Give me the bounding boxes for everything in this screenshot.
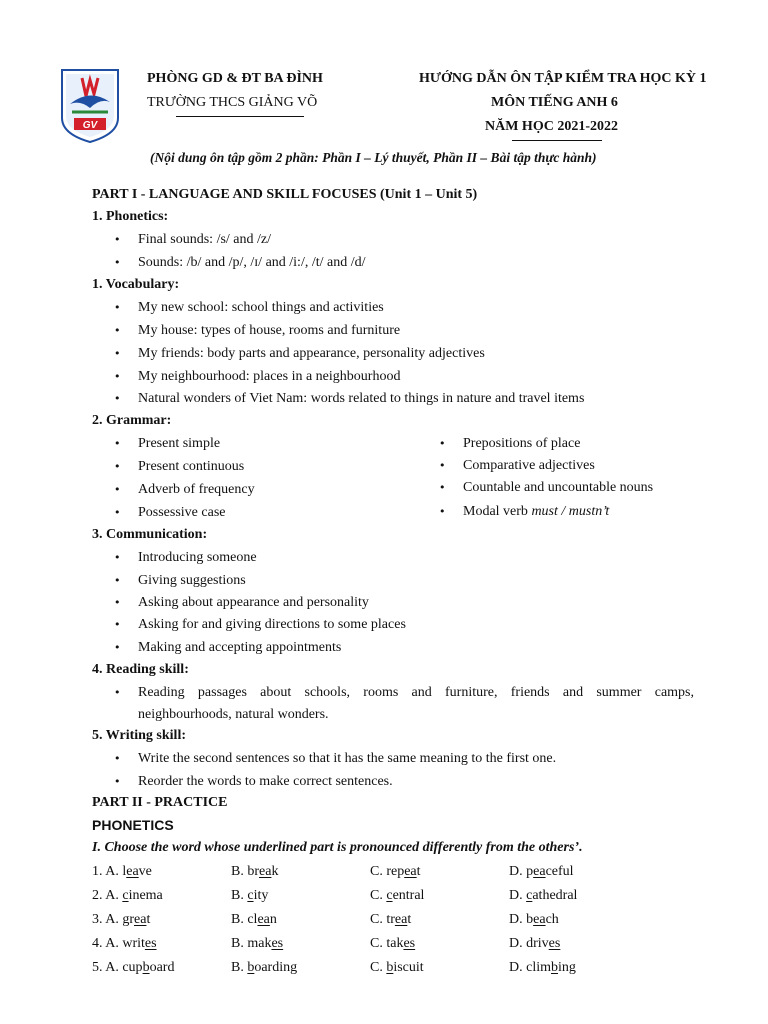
phonetics-section-title: PHONETICS [92, 817, 174, 833]
list-item: Giving suggestions [138, 573, 246, 588]
answer-option: B. boarding [231, 960, 298, 975]
school-year: NĂM HỌC 2021-2022 [485, 119, 618, 134]
reading-text-line1: Reading passages about schools, rooms and furniture, friends and summer camps, [138, 685, 694, 700]
underlined-part: b [551, 960, 558, 975]
writing-heading: 5. Writing skill: [92, 728, 187, 743]
department-name: PHÒNG GD & ĐT BA ĐÌNH [147, 71, 323, 86]
bullet [114, 369, 124, 385]
bullet [114, 482, 124, 498]
school-name: TRƯỜNG THCS GIẢNG VÕ [147, 95, 318, 110]
underlined-part: b [247, 960, 255, 975]
underlined-part: c [247, 888, 254, 903]
underlined-part: ea [257, 912, 270, 927]
bullet [114, 346, 124, 362]
list-item: Asking for and giving directions to some places [138, 617, 406, 632]
underlined-part: ea [533, 864, 546, 879]
answer-option: 1. A. leave [92, 864, 152, 879]
modal-verb-italic: must / mustn’t [531, 504, 610, 519]
list-item: Present continuous [138, 459, 245, 474]
underlined-part: ea [394, 912, 408, 927]
list-item: Possessive case [138, 505, 226, 520]
bullet [114, 617, 124, 633]
list-item: Comparative adjectives [463, 458, 595, 473]
list-item: Natural wonders of Viet Nam: words related to things in nature and travel items [138, 391, 585, 406]
bullet [439, 436, 449, 452]
answer-option: D. climbing [509, 960, 576, 975]
list-item: Final sounds: /s/ and /z/ [138, 232, 271, 247]
answer-option: B. makes [231, 936, 284, 951]
list-item: Introducing someone [138, 550, 257, 565]
answer-option: C. treat [370, 912, 412, 927]
list-item: Adverb of frequency [138, 482, 255, 497]
answer-option: 3. A. great [92, 912, 151, 927]
list-item: My friends: body parts and appearance, personality adjectives [138, 346, 485, 361]
bullet [114, 774, 124, 790]
answer-option: C. central [370, 888, 425, 903]
list-item: My new school: school things and activities [138, 300, 384, 315]
grammar-heading: 2. Grammar: [92, 413, 172, 428]
list-item: My neighbourhood: places in a neighbourhood [138, 369, 401, 384]
bullet [114, 550, 124, 566]
list-item: Asking about appearance and personality [138, 595, 369, 610]
underlined-part: ea [134, 912, 147, 927]
reading-text-line2: neighbourhoods, natural wonders. [138, 707, 329, 722]
bullet [114, 391, 124, 407]
vocabulary-heading: 1. Vocabulary: [92, 277, 180, 292]
answer-option: B. city [231, 888, 269, 903]
answer-option: 5. A. cupboard [92, 960, 175, 975]
bullet [114, 323, 124, 339]
list-item: Making and accepting appointments [138, 640, 342, 655]
svg-text:GV: GV [82, 120, 98, 131]
bullet [114, 685, 124, 701]
bullet [114, 751, 124, 767]
bullet [114, 232, 124, 248]
communication-heading: 3. Communication: [92, 527, 208, 542]
answer-option: D. peaceful [509, 864, 574, 879]
underlined-part: ea [404, 864, 417, 879]
header-underline-right [512, 140, 602, 141]
bullet [114, 459, 124, 475]
list-item: Prepositions of place [463, 436, 581, 451]
school-logo [60, 68, 120, 144]
list-item [463, 504, 609, 520]
underlined-part: ea [533, 912, 546, 927]
answer-option: D. cathedral [509, 888, 578, 903]
underlined-part: es [271, 936, 284, 951]
part2-title: PART II - PRACTICE [92, 795, 228, 810]
underlined-part: c [386, 888, 393, 903]
list-item: My house: types of house, rooms and furniture [138, 323, 401, 338]
answer-option: D. drives [509, 936, 561, 951]
underlined-part: b [386, 960, 394, 975]
answer-option: C. biscuit [370, 960, 424, 975]
phonetics-heading: 1. Phonetics: [92, 209, 169, 224]
bullet [114, 640, 124, 656]
bullet [439, 458, 449, 474]
underlined-part: b [142, 960, 150, 975]
bullet [114, 255, 124, 271]
list-item: Present simple [138, 436, 221, 451]
bullet [114, 300, 124, 316]
underlined-part: c [526, 888, 533, 903]
answer-option: C. takes [370, 936, 416, 951]
intro-note: (Nội dung ôn tập gồm 2 phần: Phần I – Lý thuyết, Phần II – Bài tập thực hành) [150, 150, 597, 165]
underlined-part: ea [126, 864, 139, 879]
exercise-instruction: I. Choose the word whose underlined part is pronounced differently from the others’. [92, 840, 583, 855]
bullet [439, 480, 449, 496]
answer-option: B. clean [231, 912, 277, 927]
answer-option: B. break [231, 864, 279, 879]
bullet [114, 573, 124, 589]
list-item: Countable and uncountable nouns [463, 480, 654, 495]
subject-title: MÔN TIẾNG ANH 6 [491, 95, 618, 110]
underlined-part: es [403, 936, 416, 951]
reading-heading: 4. Reading skill: [92, 662, 189, 677]
answer-option: 2. A. cinema [92, 888, 163, 903]
bullet [439, 504, 449, 520]
underlined-part: es [144, 936, 157, 951]
bullet [114, 595, 124, 611]
part1-title: PART I - LANGUAGE AND SKILL FOCUSES (Unit 1 – Unit 5) [92, 187, 478, 202]
list-item: Write the second sentences so that it has the same meaning to the first one. [138, 751, 557, 766]
answer-option: C. repeat [370, 864, 421, 879]
underlined-part: c [122, 888, 129, 903]
answer-option: 4. A. writes [92, 936, 157, 951]
document-title: HƯỚNG DẪN ÔN TẬP KIỂM TRA HỌC KỲ 1 [419, 71, 707, 86]
bullet [114, 436, 124, 452]
list-item-text: Modal verb [463, 504, 532, 519]
answer-option: D. beach [509, 912, 559, 927]
underlined-part: es [548, 936, 561, 951]
list-item: Sounds: /b/ and /p/, /ɪ/ and /i:/, /t/ and /d/ [138, 255, 366, 270]
underlined-part: ea [259, 864, 272, 879]
list-item: Reorder the words to make correct sentences. [138, 774, 393, 789]
bullet [114, 505, 124, 521]
header-underline-left [176, 116, 304, 117]
